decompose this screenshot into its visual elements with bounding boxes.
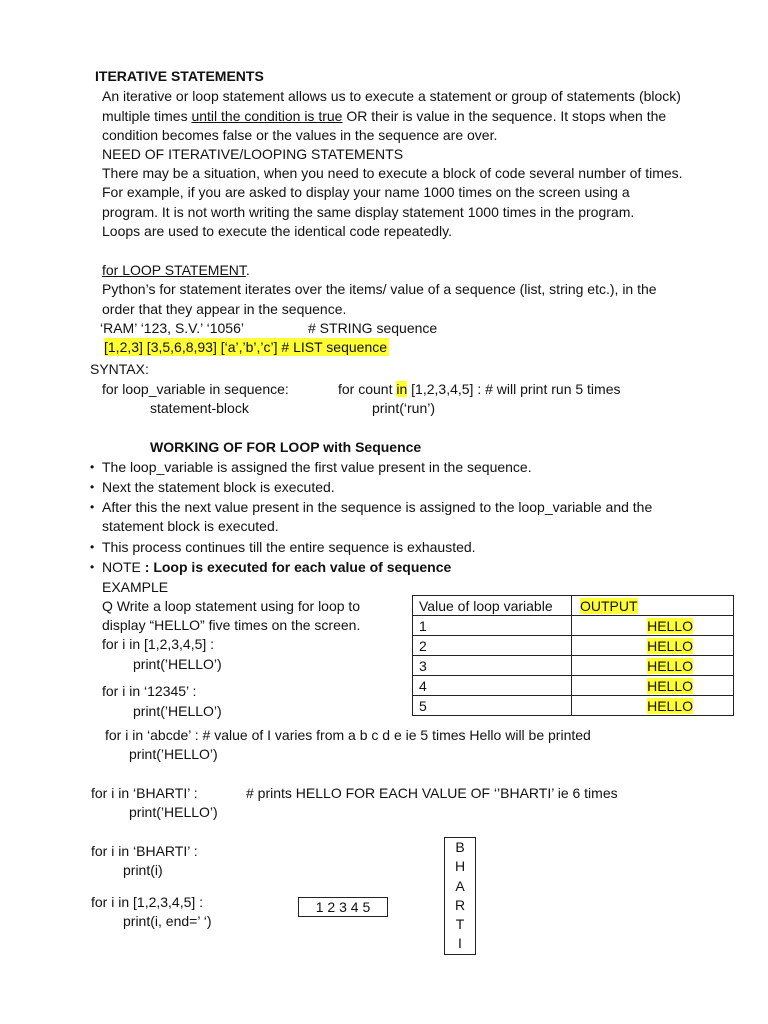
code-5-line-2: print(i) — [123, 862, 163, 878]
code-6-line-2: print(i, end=’ ‘) — [123, 913, 212, 929]
loop-output-table — [412, 595, 734, 716]
table-cell: 1 — [413, 616, 572, 636]
bullet-5-marker: • — [90, 560, 95, 574]
table-cell — [572, 636, 734, 656]
intro-line-7: program. It is not worth writing the same display statement 1000 times in the program. — [102, 204, 635, 220]
bullet-1-marker: • — [90, 460, 95, 474]
bullet-2-text: Next the statement block is executed. — [102, 479, 335, 495]
table-cell: 4 — [413, 676, 572, 696]
intro-line-5: There may be a situation, when you need to execute a block of code several number of times. — [102, 165, 683, 181]
table-row — [413, 676, 734, 696]
code-1-line-1: for i in [1,2,3,4,5] : — [102, 636, 215, 652]
code-4-line-2: print(’HELLO’) — [129, 804, 218, 820]
intro-line-2 — [102, 107, 666, 125]
intro-line-2-a: multiple times — [102, 108, 192, 124]
intro-line-1: An iterative or loop statement allows us to execute a statement or group of statements (block) — [102, 88, 681, 104]
bullet-3-text-b: statement block is executed. — [102, 518, 279, 534]
syntax-label: SYNTAX: — [90, 361, 149, 377]
code-5-line-1: for i in ‘BHARTI’ : — [91, 843, 198, 859]
table-row — [413, 656, 734, 676]
table-row — [413, 616, 734, 636]
horizontal-output-box: 1 2 3 4 5 — [298, 897, 388, 917]
syntax-right-line-1 — [338, 380, 621, 398]
bullet-2-marker: • — [90, 480, 95, 494]
bullet-1-text: The loop_variable is assigned the first value present in the sequence. — [102, 459, 532, 475]
syntax-left-line-2: statement-block — [150, 400, 249, 416]
table-cell: 2 — [413, 636, 572, 656]
syntax-highlight-in: in — [396, 381, 408, 397]
intro-line-8: Loops are used to execute the identical code repeatedly. — [102, 223, 452, 239]
code-3-line-2: print(’HELLO’) — [129, 746, 218, 762]
for-loop-heading — [102, 261, 250, 279]
string-sequence-comment: # STRING sequence — [308, 320, 438, 336]
output-header-text: OUTPUT — [580, 597, 638, 614]
output-cell-text: HELLO — [647, 697, 693, 714]
bullet-4-text: This process continues till the entire sequence is exhausted. — [102, 539, 476, 555]
bullet-3-marker: • — [90, 500, 95, 514]
table-header-cell: Value of loop variable — [413, 596, 572, 616]
syntax-right-c: [1,2,3,4,5] : # will print run 5 times — [407, 381, 621, 397]
string-sequence-values: ‘RAM’ ‘123, S.V.’ ‘1056’ — [100, 320, 244, 336]
note-label: NOTE — [102, 559, 141, 575]
table-cell — [572, 676, 734, 696]
intro-line-2-c: OR their is value in the sequence. It stops when the — [342, 108, 667, 124]
output-cell-text: HELLO — [647, 637, 693, 654]
vertical-output-box: B H A R T I — [444, 837, 476, 955]
table-header-cell — [572, 596, 734, 616]
note-text: : Loop is executed for each value of sequence — [140, 559, 452, 575]
output-cell-text: HELLO — [647, 677, 693, 694]
intro-line-3: condition becomes false or the values in the sequence are over. — [102, 127, 498, 143]
for-loop-heading-dot: . — [245, 262, 250, 278]
table-cell — [572, 616, 734, 636]
syntax-left-line-1: for loop_variable in sequence: — [102, 381, 289, 397]
table-cell — [572, 656, 734, 676]
syntax-right-line-2: print(‘run’) — [372, 400, 436, 416]
table-row — [413, 696, 734, 716]
table-cell: 5 — [413, 696, 572, 716]
table-cell: 3 — [413, 656, 572, 676]
need-heading: NEED OF ITERATIVE/LOOPING STATEMENTS — [102, 146, 404, 162]
code-2-line-2: print(’HELLO’) — [133, 703, 222, 719]
code-4-comment: # prints HELLO FOR EACH VALUE OF ‘’BHARTI’ ie 6 times — [246, 785, 618, 801]
table-header-row — [413, 596, 734, 616]
table-row — [413, 636, 734, 656]
working-heading: WORKING OF FOR LOOP with Sequence — [150, 439, 422, 455]
table-cell — [572, 696, 734, 716]
output-cell-text: HELLO — [647, 617, 693, 634]
for-loop-line-2: order that they appear in the sequence. — [102, 301, 347, 317]
code-2-line-1: for i in ‘12345’ : — [102, 683, 197, 699]
for-loop-line-1: Python’s for statement iterates over the items/ value of a sequence (list, string etc.), in the — [102, 281, 657, 297]
intro-line-6: For example, if you are asked to display your name 1000 times on the screen using a — [102, 184, 630, 200]
code-6-line-1: for i in [1,2,3,4,5] : — [91, 894, 204, 910]
syntax-right-a: for count — [338, 381, 397, 397]
question-line-1: Q Write a loop statement using for loop to — [102, 598, 361, 614]
page-title: ITERATIVE STATEMENTS — [95, 68, 264, 84]
code-4-line-1: for i in ‘BHARTI’ : — [91, 785, 198, 801]
example-label: EXAMPLE — [102, 579, 169, 595]
code-3-line-1: for i in ‘abcde’ : # value of I varies from a b c d e ie 5 times Hello will be printed — [105, 727, 591, 743]
list-sequence-example: [1,2,3] [3,5,6,8,93] [‘a’,’b’,’c’] # LIST sequence — [104, 339, 388, 355]
output-cell-text: HELLO — [647, 657, 693, 674]
bullet-5-text — [102, 558, 451, 576]
question-line-2: display “HELLO” five times on the screen. — [102, 617, 361, 633]
for-loop-heading-text: for LOOP STATEMENT — [102, 262, 246, 278]
intro-underlined-phrase: until the condition is true — [191, 108, 343, 124]
code-1-line-2: print(’HELLO’) — [133, 656, 222, 672]
bullet-4-marker: • — [90, 540, 95, 554]
bullet-3-text-a: After this the next value present in the sequence is assigned to the loop_variable and the — [102, 499, 653, 515]
string-sequence-example — [100, 319, 244, 337]
